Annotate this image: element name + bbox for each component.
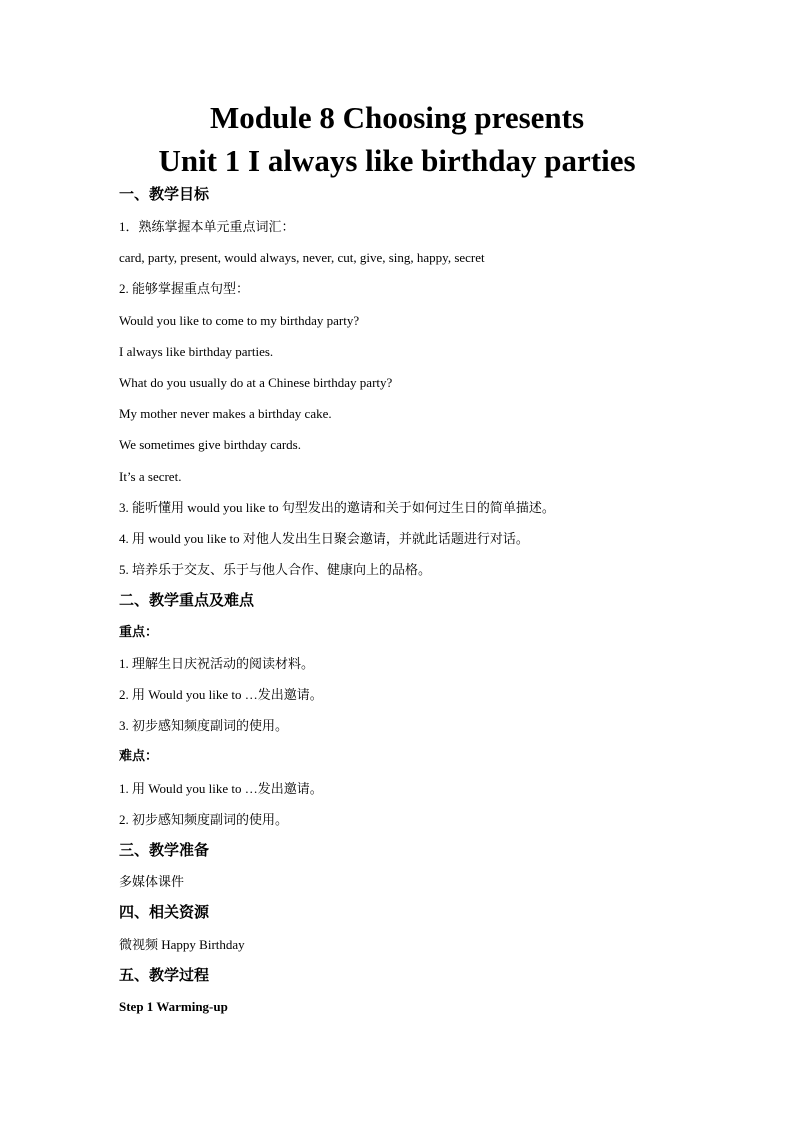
- key-points-label: 重点：: [119, 625, 159, 640]
- section-heading-key-points: 二、教学重点及难点: [119, 591, 255, 609]
- objective-3: 3. 能听懂用 would you like to 句型发出的邀请和关于如何过生日的简单描述。: [119, 500, 555, 515]
- sentence-pattern: What do you usually do at a Chinese birthday party?: [119, 375, 393, 390]
- key-point-3: 3. 初步感知频度副词的使用。: [119, 718, 289, 733]
- objective-2: 2. 能够掌握重点句型：: [119, 281, 250, 296]
- step-1-heading: Step 1 Warming-up: [119, 999, 228, 1014]
- objective-5: 5. 培养乐于交友、乐于与他人合作、健康向上的品格。: [119, 562, 432, 577]
- section-heading-preparation: 三、教学准备: [119, 841, 210, 859]
- sentence-pattern: We sometimes give birthday cards.: [119, 437, 301, 452]
- objective-1: 1．熟练掌握本单元重点词汇：: [119, 219, 295, 234]
- key-point-2: 2. 用 Would you like to …发出邀请。: [119, 687, 323, 702]
- sentence-pattern: My mother never makes a birthday cake.: [119, 406, 332, 421]
- section-heading-objectives: 一、教学目标: [119, 185, 210, 203]
- sentence-pattern: It’s a secret.: [119, 469, 182, 484]
- resources-text: 微视频 Happy Birthday: [119, 937, 245, 952]
- section-heading-resources: 四、相关资源: [119, 903, 210, 921]
- difficulties-label: 难点：: [119, 749, 159, 764]
- sentence-pattern: Would you like to come to my birthday party?: [119, 313, 360, 328]
- vocabulary-list: card, party, present, would always, never, cut, give, sing, happy, secret: [119, 250, 485, 265]
- unit-title: Unit 1 I always like birthday parties: [158, 143, 636, 178]
- difficulty-1: 1. 用 Would you like to …发出邀请。: [119, 781, 323, 796]
- module-title: Module 8 Choosing presents: [209, 100, 585, 135]
- difficulty-2: 2. 初步感知频度副词的使用。: [119, 812, 289, 827]
- sentence-pattern: I always like birthday parties.: [119, 344, 274, 359]
- section-heading-process: 五、教学过程: [119, 966, 210, 984]
- key-point-1: 1. 理解生日庆祝活动的阅读材料。: [119, 656, 315, 671]
- preparation-text: 多媒体课件: [119, 874, 185, 889]
- objective-4: 4. 用 would you like to 对他人发出生日聚会邀请，并就此话题进行对话。: [119, 531, 529, 546]
